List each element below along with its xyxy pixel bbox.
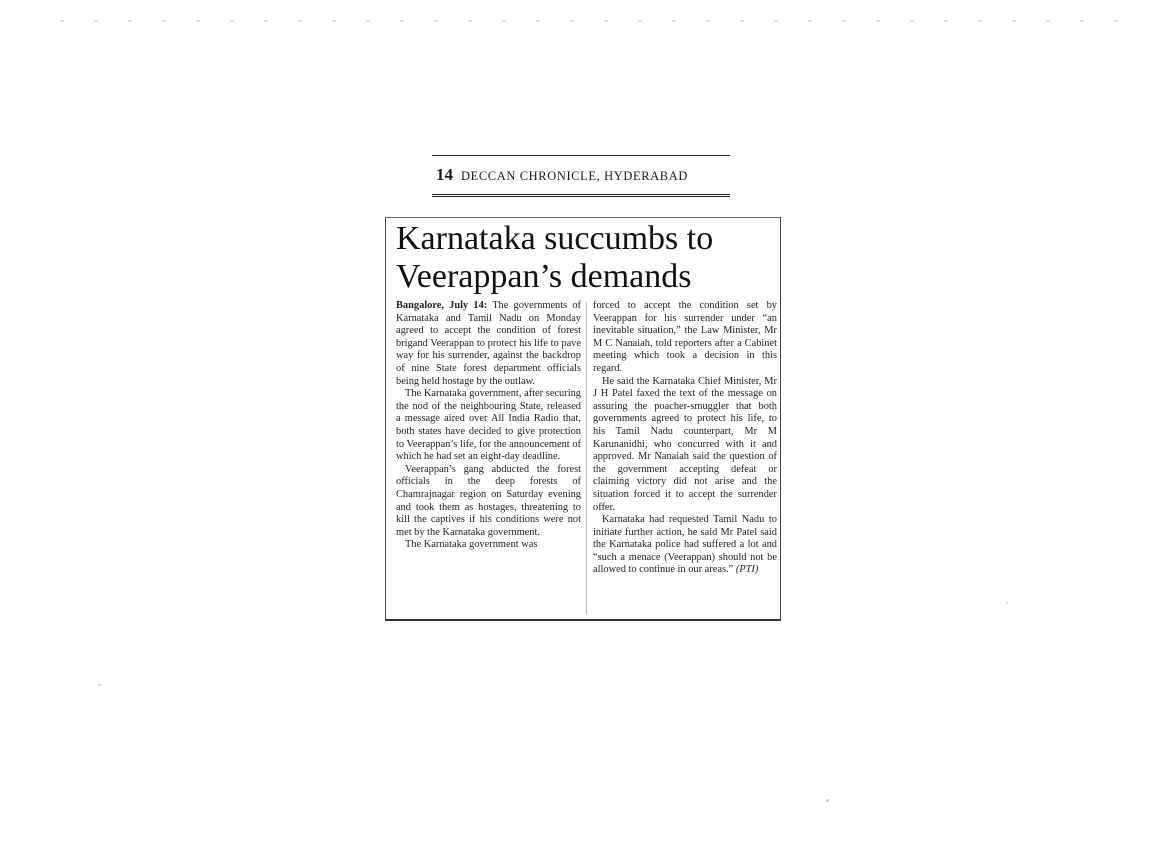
masthead-text bbox=[436, 165, 688, 185]
article-dateline: Bangalore, July 14: bbox=[396, 300, 488, 311]
scan-edge-noise bbox=[30, 20, 1140, 22]
scan-speck bbox=[1006, 602, 1008, 604]
headline-line-1: Karnataka succumbs to bbox=[396, 220, 714, 257]
news-clipping bbox=[385, 217, 781, 621]
column-divider bbox=[586, 302, 587, 614]
headline-line-2: Veerappan’s demands bbox=[396, 258, 692, 295]
article-column-right bbox=[593, 300, 777, 577]
scan-speck bbox=[98, 684, 101, 686]
paragraph-text: The governments of Karnataka and Tamil Nadu on Monday agreed to accept the condition of forest brigand Veerappan to protect his life to pave way for his surrender, against the backdrop of nine State forest department officials being held hostage by the outlaw. bbox=[396, 300, 581, 387]
article-paragraph: forced to accept the condition set by Veerappan for his surrender under “an inevitable situation,” the Law Minister, Mr M C Nanaiah, told reporters after a Cabinet meeting which took a decision in this regard. bbox=[593, 300, 777, 374]
article-paragraph bbox=[396, 300, 581, 388]
article-paragraph: The Karnataka government, after securing the nod of the neighbouring State, released a message aired over All India Radio that, both states have decided to give protection to Veerappan’s life, for the announcement of which he had set an eight-day deadline. bbox=[396, 388, 581, 463]
paragraph-text: Karnataka had requested Tamil Nadu to initiate further action, he said Mr Patel said the Karnataka police had suffered a lot and “such a menace (Veerappan) should not be allowed to continue in our areas.” bbox=[593, 514, 777, 576]
article-paragraph bbox=[593, 514, 777, 577]
article-column-left bbox=[396, 300, 581, 552]
newspaper-name: DECCAN CHRONICLE, HYDERABAD bbox=[461, 169, 688, 183]
article-headline bbox=[396, 220, 780, 296]
scan-speck bbox=[826, 799, 829, 802]
article-paragraph: He said the Karnataka Chief Minister, Mr J H Patel faxed the text of the message on assuring the poacher-smuggler that both governments agreed to protect his life, to his Tamil Nadu counterpart, Mr M Karunanidhi, who concurred with it and approved. Mr Nanaiah said the question of the government accepting defeat or claiming victory did not arise and the situation forced it to accept the surrender offer. bbox=[593, 375, 777, 513]
page-number: 14 bbox=[436, 165, 453, 184]
article-paragraph: Veerappan’s gang abducted the forest officials in the deep forests of Chamrajnagar region on Saturday evening and took them as hostages, threatening to kill the captives if his conditions were not met by the Karnataka government. bbox=[396, 463, 581, 538]
article-paragraph: The Karnataka government was bbox=[405, 539, 538, 551]
newspaper-masthead bbox=[432, 155, 730, 197]
article-credit: (PTI) bbox=[735, 564, 759, 576]
